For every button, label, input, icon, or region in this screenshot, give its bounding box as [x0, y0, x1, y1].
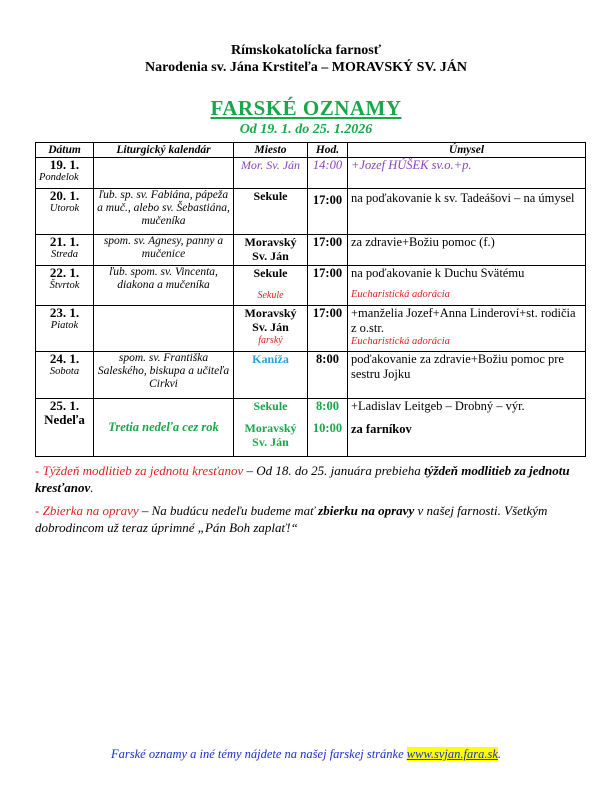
place-note: Sekule — [257, 290, 284, 301]
weekday: Nedeľa — [44, 412, 85, 427]
place-name: Sekule — [253, 266, 288, 280]
weekday: Piatok — [50, 320, 79, 331]
time-cell: 17:00 — [308, 189, 348, 235]
weekday: Pondelok — [39, 172, 79, 183]
note-bold: zbierku na opravy — [318, 503, 415, 518]
place-cell: Mor. Sv. Ján — [234, 158, 308, 189]
time-cell: 14:00 — [308, 158, 348, 189]
date-cell — [36, 158, 94, 189]
liturgy-cell: Tretia nedeľa cez rok — [94, 399, 234, 457]
place-cell — [234, 399, 308, 457]
note-prayer-week — [35, 462, 585, 496]
weekday: Sobota — [49, 366, 80, 377]
date: 22. 1. — [49, 265, 80, 280]
date: 19. 1. — [49, 157, 80, 172]
intention-cell: poďakovanie za zdravie+Božiu pomoc pre sestru Jojku — [348, 352, 586, 399]
col-header-time: Hod. — [308, 143, 348, 158]
col-header-place: Miesto — [234, 143, 308, 158]
place-note: farský — [258, 335, 283, 346]
table-row — [36, 189, 586, 235]
table-header-row — [36, 143, 586, 158]
liturgy-cell: spom. sv. Františka Saleského, biskupa a učiteľa Cirkvi — [94, 352, 234, 399]
parish-subtitle: Narodenia sv. Jána Krstiteľa – MORAVSKÝ SV. JÁN — [145, 60, 467, 75]
table-row — [36, 306, 586, 352]
place-cell — [234, 266, 308, 306]
intention-text: na poďakovanie k Duchu Svätému — [351, 266, 525, 280]
page-title: FARSKÉ OZNAMY — [210, 96, 402, 120]
liturgy-cell: spom. sv. Agnesy, panny a mučenice — [94, 235, 234, 266]
liturgy-cell — [94, 306, 234, 352]
weekday: Streda — [50, 249, 79, 260]
intention-cell: za zdravie+Božiu pomoc (f.) — [348, 235, 586, 266]
note-dash: - — [35, 503, 43, 518]
note-text: – Na budúcu nedeľu budeme mať — [138, 503, 319, 518]
footer-end: . — [497, 747, 501, 761]
time-cell — [308, 399, 348, 457]
note-heading: Zbierka na opravy — [42, 503, 139, 518]
note-dash: - — [35, 463, 43, 478]
date: 21. 1. — [49, 234, 80, 249]
liturgy-cell — [94, 158, 234, 189]
time-2: 10:00 — [312, 421, 343, 435]
table-row — [36, 235, 586, 266]
date: 25. 1. — [49, 398, 80, 413]
table-row — [36, 352, 586, 399]
col-header-date: Dátum — [36, 143, 94, 158]
date-cell — [36, 306, 94, 352]
place-cell: Moravský Sv. Ján — [234, 235, 308, 266]
place-cell: Kaníža — [234, 352, 308, 399]
date-cell — [36, 189, 94, 235]
intention-text: +Ladislav Leitgeb – Drobný – výr. — [351, 399, 525, 413]
liturgy-cell: ľub. spom. sv. Vincenta, diakona a mučeníka — [94, 266, 234, 306]
time-1: 8:00 — [316, 399, 339, 413]
table-row — [36, 399, 586, 457]
announcements-table — [35, 142, 586, 457]
date-cell — [36, 235, 94, 266]
parish-name: Rímskokatolícka farnosť — [230, 43, 382, 58]
time-cell: 17:00 — [308, 235, 348, 266]
table-row — [36, 158, 586, 189]
place-name-2: Moravský Sv. Ján — [244, 421, 297, 449]
intention-text: +manželia Jozef+Anna Linderoví+st. rodičia z o.str. — [351, 306, 576, 335]
liturgy-cell: ľub. sp. sv. Fabiána, pápeža a muč., alebo sv. Šebastiána, mučeníka — [94, 189, 234, 235]
weekday: Utorok — [49, 203, 80, 214]
note-heading: Týždeň modlitieb za jednotu kresťanov — [42, 463, 244, 478]
date: 24. 1. — [49, 351, 80, 366]
intention-cell — [348, 399, 586, 457]
adoration-note: Eucharistická adorácia — [351, 336, 450, 347]
date-cell — [36, 399, 94, 457]
note-text-2: v našej farnosti. Všetkým dobrodincom už teraz úprimné „Pán Boh zaplať!“ — [35, 503, 548, 535]
place-name: Moravský Sv. Ján — [244, 306, 297, 334]
note-text: – Od 18. do 25. januára prebieha — [243, 463, 425, 478]
date-range: Od 19. 1. do 25. 1.2026 — [239, 122, 373, 137]
col-header-intention: Úmysel — [348, 143, 586, 158]
adoration-note: Eucharistická adorácia — [351, 289, 450, 300]
date: 20. 1. — [49, 188, 80, 203]
date-cell — [36, 266, 94, 306]
date-cell — [36, 352, 94, 399]
note-bold: týždeň modlitieb za jednotu kresťanov — [35, 463, 570, 495]
time-cell: 17:00 — [308, 306, 348, 352]
intention-cell — [348, 306, 586, 352]
website-link[interactable]: www.svjan.fara.sk — [406, 747, 498, 761]
intention-cell: +Jozef HÚŠEK sv.o.+p. — [348, 158, 586, 189]
date: 23. 1. — [49, 305, 80, 320]
place-cell: Sekule — [234, 189, 308, 235]
footer-text: Farské oznamy a iné témy nájdete na našej farskej stránke — [111, 747, 407, 761]
note-collection — [35, 502, 585, 536]
table-row — [36, 266, 586, 306]
place-cell — [234, 306, 308, 352]
time-cell: 8:00 — [308, 352, 348, 399]
footer — [0, 747, 612, 762]
note-end: . — [90, 480, 94, 495]
time-cell: 17:00 — [308, 266, 348, 306]
place-name: Sekule — [253, 399, 288, 413]
weekday: Štvrtok — [49, 280, 80, 291]
intention-cell — [348, 266, 586, 306]
col-header-liturgy: Liturgický kalendár — [94, 143, 234, 158]
intention-cell: na poďakovanie k sv. Tadeášovi – na úmysel — [348, 189, 586, 235]
intention-text-2: za farníkov — [351, 422, 412, 436]
notes — [35, 462, 585, 542]
